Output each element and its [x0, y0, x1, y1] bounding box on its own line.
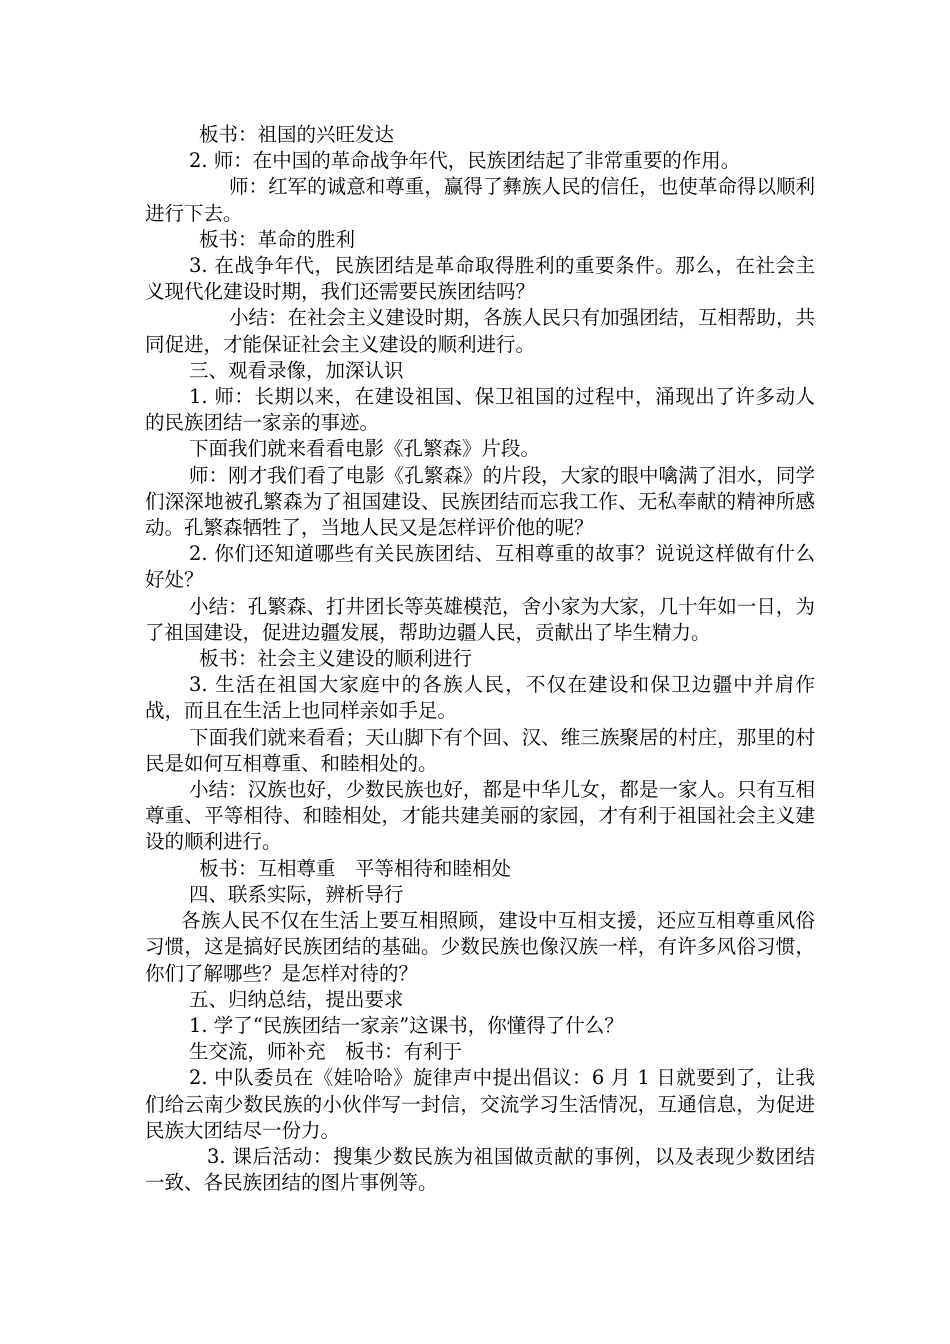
section-heading-watch-video: 三、观看录像，加深认识	[189, 358, 404, 382]
paragraph-board-notes-prosperity: 板书：祖国的兴旺发达	[199, 123, 395, 146]
paragraph-family-life: 3. 生活在祖国大家庭中的各族人民，不仅在建设和保卫边疆中并肩作战，而且在生活上也同样亲如手足。	[145, 673, 815, 723]
paragraph-board-notes-respect: 板书：互相尊重 平等相待和睦相处	[199, 856, 512, 880]
paragraph-tianshan-village: 下面我们就来看看；天山脚下有个回、汉、维三族聚居的村庄，那里的村民是如何互相尊重、和睦相处的。	[145, 725, 815, 775]
section-heading-summary: 五、归纳总结，提出要求	[189, 987, 404, 1011]
document-body	[145, 122, 815, 1196]
paragraph-summary-heroes: 小结：孔繁森、打井团长等英雄模范，舍小家为大家，几十年如一日，为了祖国建设，促进边疆发展，帮助边疆人民，贡献出了毕生精力。	[145, 594, 815, 644]
paragraph-board-notes-socialist: 板书：社会主义建设的顺利进行	[199, 647, 473, 671]
paragraph-after-class-activity: 3. 课后活动：搜集少数民族为祖国做贡献的事例，以及表现少数团结一致、各民族团结的图片事例等。	[145, 1144, 815, 1195]
paragraph-board-notes-victory: 板书：革命的胜利	[199, 227, 356, 251]
section-heading-practice: 四、联系实际，辨析导行	[189, 882, 404, 906]
paragraph-summary-one-family: 小结：汉族也好，少数民族也好，都是中华儿女，都是一家人。只有互相尊重、平等相待、和睦相处，才能共建美丽的家园，才有利于祖国社会主义建设的顺利进行。	[145, 778, 815, 854]
paragraph-teacher-red-army: 师：红军的诚意和尊重，赢得了彝族人民的信任，也使革命得以顺利进行下去。	[145, 175, 815, 225]
paragraph-summary-construction: 小结：在社会主义建设时期，各族人民只有加强团结，互相帮助，共同促进，才能保证社会主义建设的顺利进行。	[145, 306, 815, 356]
paragraph-teacher-stories: 1. 师：长期以来，在建设祖国、保卫祖国的过程中，涌现出了许多动人的民族团结一家亲的事迹。	[145, 385, 815, 435]
paragraph-question-modernization: 3. 在战争年代，民族团结是革命取得胜利的重要条件。那么，在社会主义现代化建设时期，我们还需要民族团结吗？	[145, 254, 815, 304]
paragraph-film-intro: 下面我们就来看看电影《孔繁森》片段。	[189, 437, 541, 461]
paragraph-question-lesson: 1. 学了“民族团结一家亲”这课书，你懂得了什么？	[189, 1013, 624, 1037]
paragraph-teacher-film-reflection: 师：刚才我们看了电影《孔繁森》的片段，大家的眼中噙满了泪水，同学们深深地被孔繁森为了祖国建设、民族团结而忘我工作、无私奉献的精神所感动。孔繁森牺牲了，当地人民又是怎样评价他的呢？	[145, 463, 815, 540]
paragraph-question-stories: 2. 你们还知道哪些有关民族团结、互相尊重的故事？说说这样做有什么好处？	[145, 542, 815, 592]
paragraph-customs: 各族人民不仅在生活上要互相照顾，建设中互相支援，还应互相尊重风俗习惯，这是搞好民族团结的基础。少数民族也像汉族一样，有许多风俗习惯，你们了解哪些？是怎样对待的？	[145, 909, 815, 985]
paragraph-student-exchange: 生交流，师补充 板书：有利于	[189, 1040, 463, 1064]
paragraph-teacher-revolution: 2. 师：在中国的革命战争年代，民族团结起了非常重要的作用。	[189, 149, 741, 173]
paragraph-proposal: 2. 中队委员在《娃哈哈》旋律声中提出倡议：6 月 1 日就要到了，让我们给云南少数民族的小伙伴写一封信，交流学习生活情况，互通信息，为促进民族大团结尽一份力。	[145, 1066, 815, 1142]
